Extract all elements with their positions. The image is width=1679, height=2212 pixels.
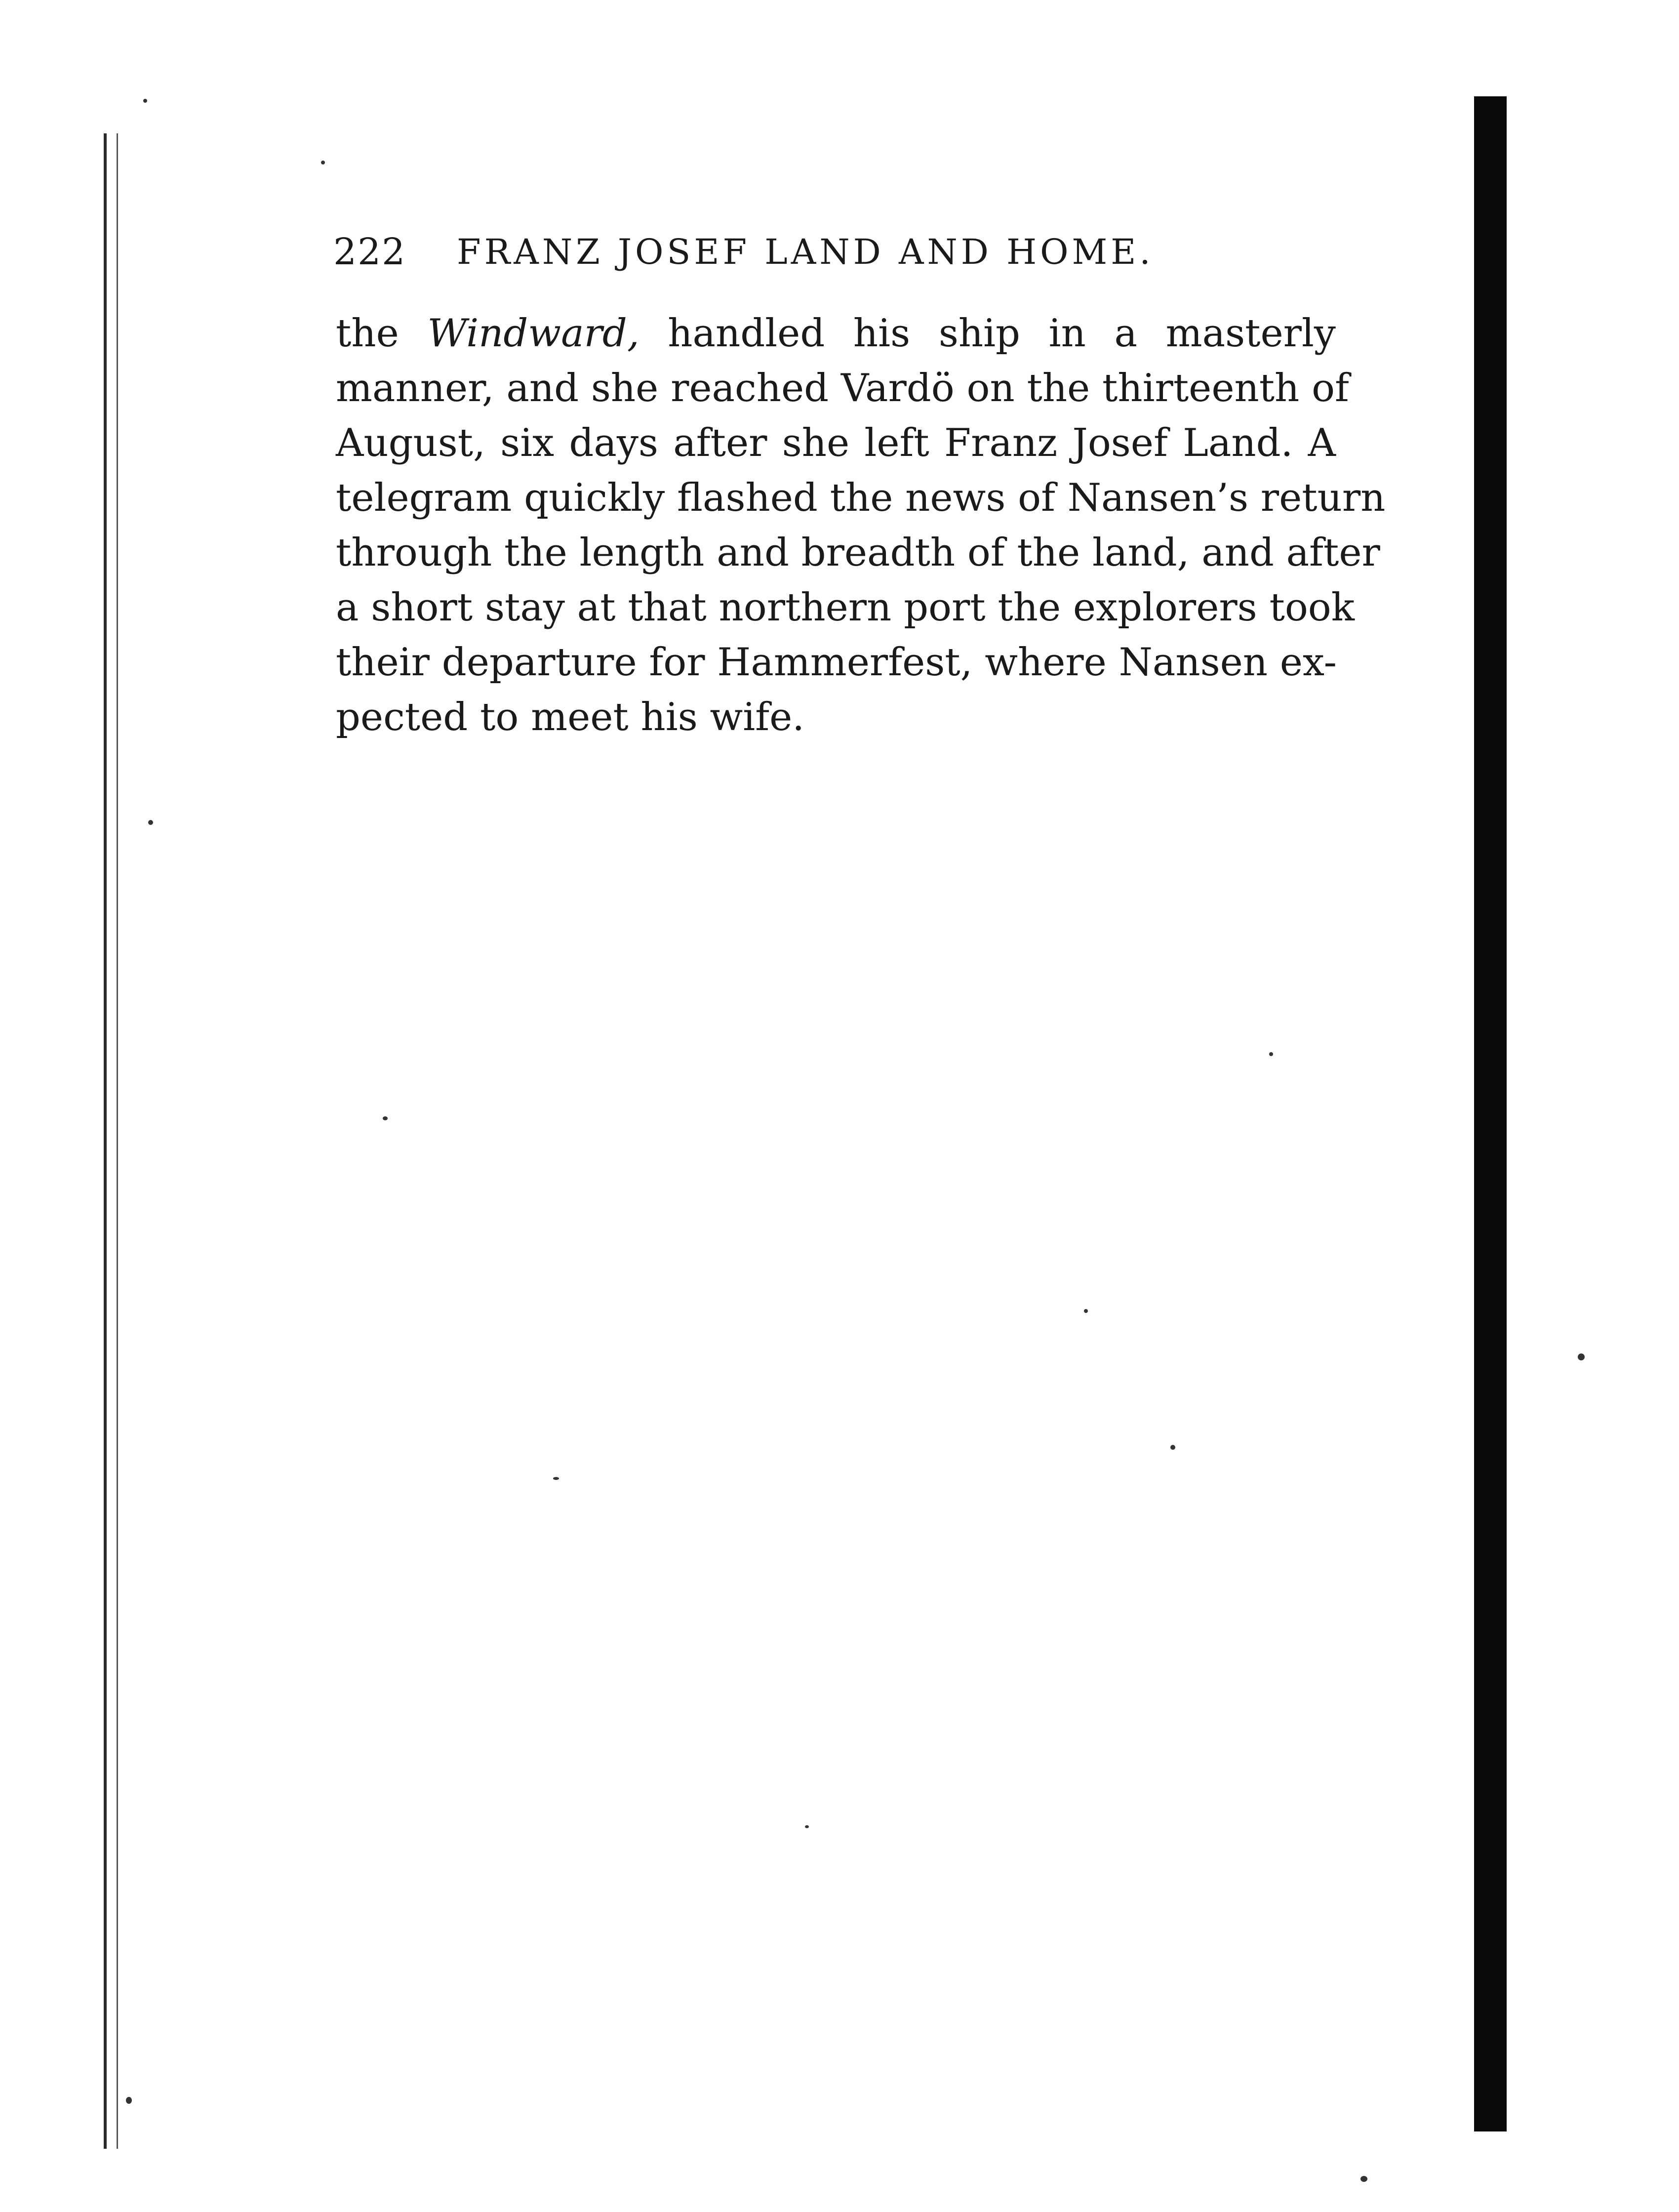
scan-speck [148, 820, 153, 825]
text-line: through the length and breadth of the land, and after [336, 531, 1380, 575]
scan-edge-bar [1474, 96, 1507, 2131]
binding-edge-line [104, 133, 107, 2149]
text-line: telegram quickly flashed the news of Nansen’s return [336, 476, 1386, 520]
text-line: manner, and she reached Vardö on the thirteenth of [336, 366, 1349, 410]
running-title: FRANZ JOSEF LAND AND HOME. [457, 232, 1154, 272]
text-fragment: handled his ship in a masterly [639, 311, 1336, 356]
text-line: a short stay at that northern port the explorers took [336, 585, 1355, 630]
scan-speck [1084, 1309, 1088, 1313]
scan-speck [805, 1825, 809, 1828]
scan-speck [321, 161, 325, 164]
ship-name-italic: Windward, [427, 311, 640, 356]
text-fragment: the [336, 311, 428, 356]
scan-speck [1170, 1445, 1175, 1450]
scan-speck [143, 99, 147, 103]
text-line: August, six days after she left Franz Josef Land. A [336, 421, 1336, 465]
text-line: pected to meet his wife. [336, 695, 805, 739]
binding-edge-line-inner [117, 133, 118, 2149]
text-line: their departure for Hammerfest, where Nansen ex- [336, 640, 1337, 685]
scan-speck [1360, 2176, 1367, 2182]
scan-speck [553, 1477, 559, 1480]
page-number: 222 [333, 231, 406, 273]
body-paragraph [336, 306, 1386, 745]
scan-speck [383, 1116, 388, 1120]
text-line [336, 306, 1336, 361]
running-head [333, 222, 1217, 282]
scan-speck [126, 2097, 132, 2104]
scan-speck [1269, 1052, 1273, 1056]
scan-speck [1578, 1353, 1585, 1360]
